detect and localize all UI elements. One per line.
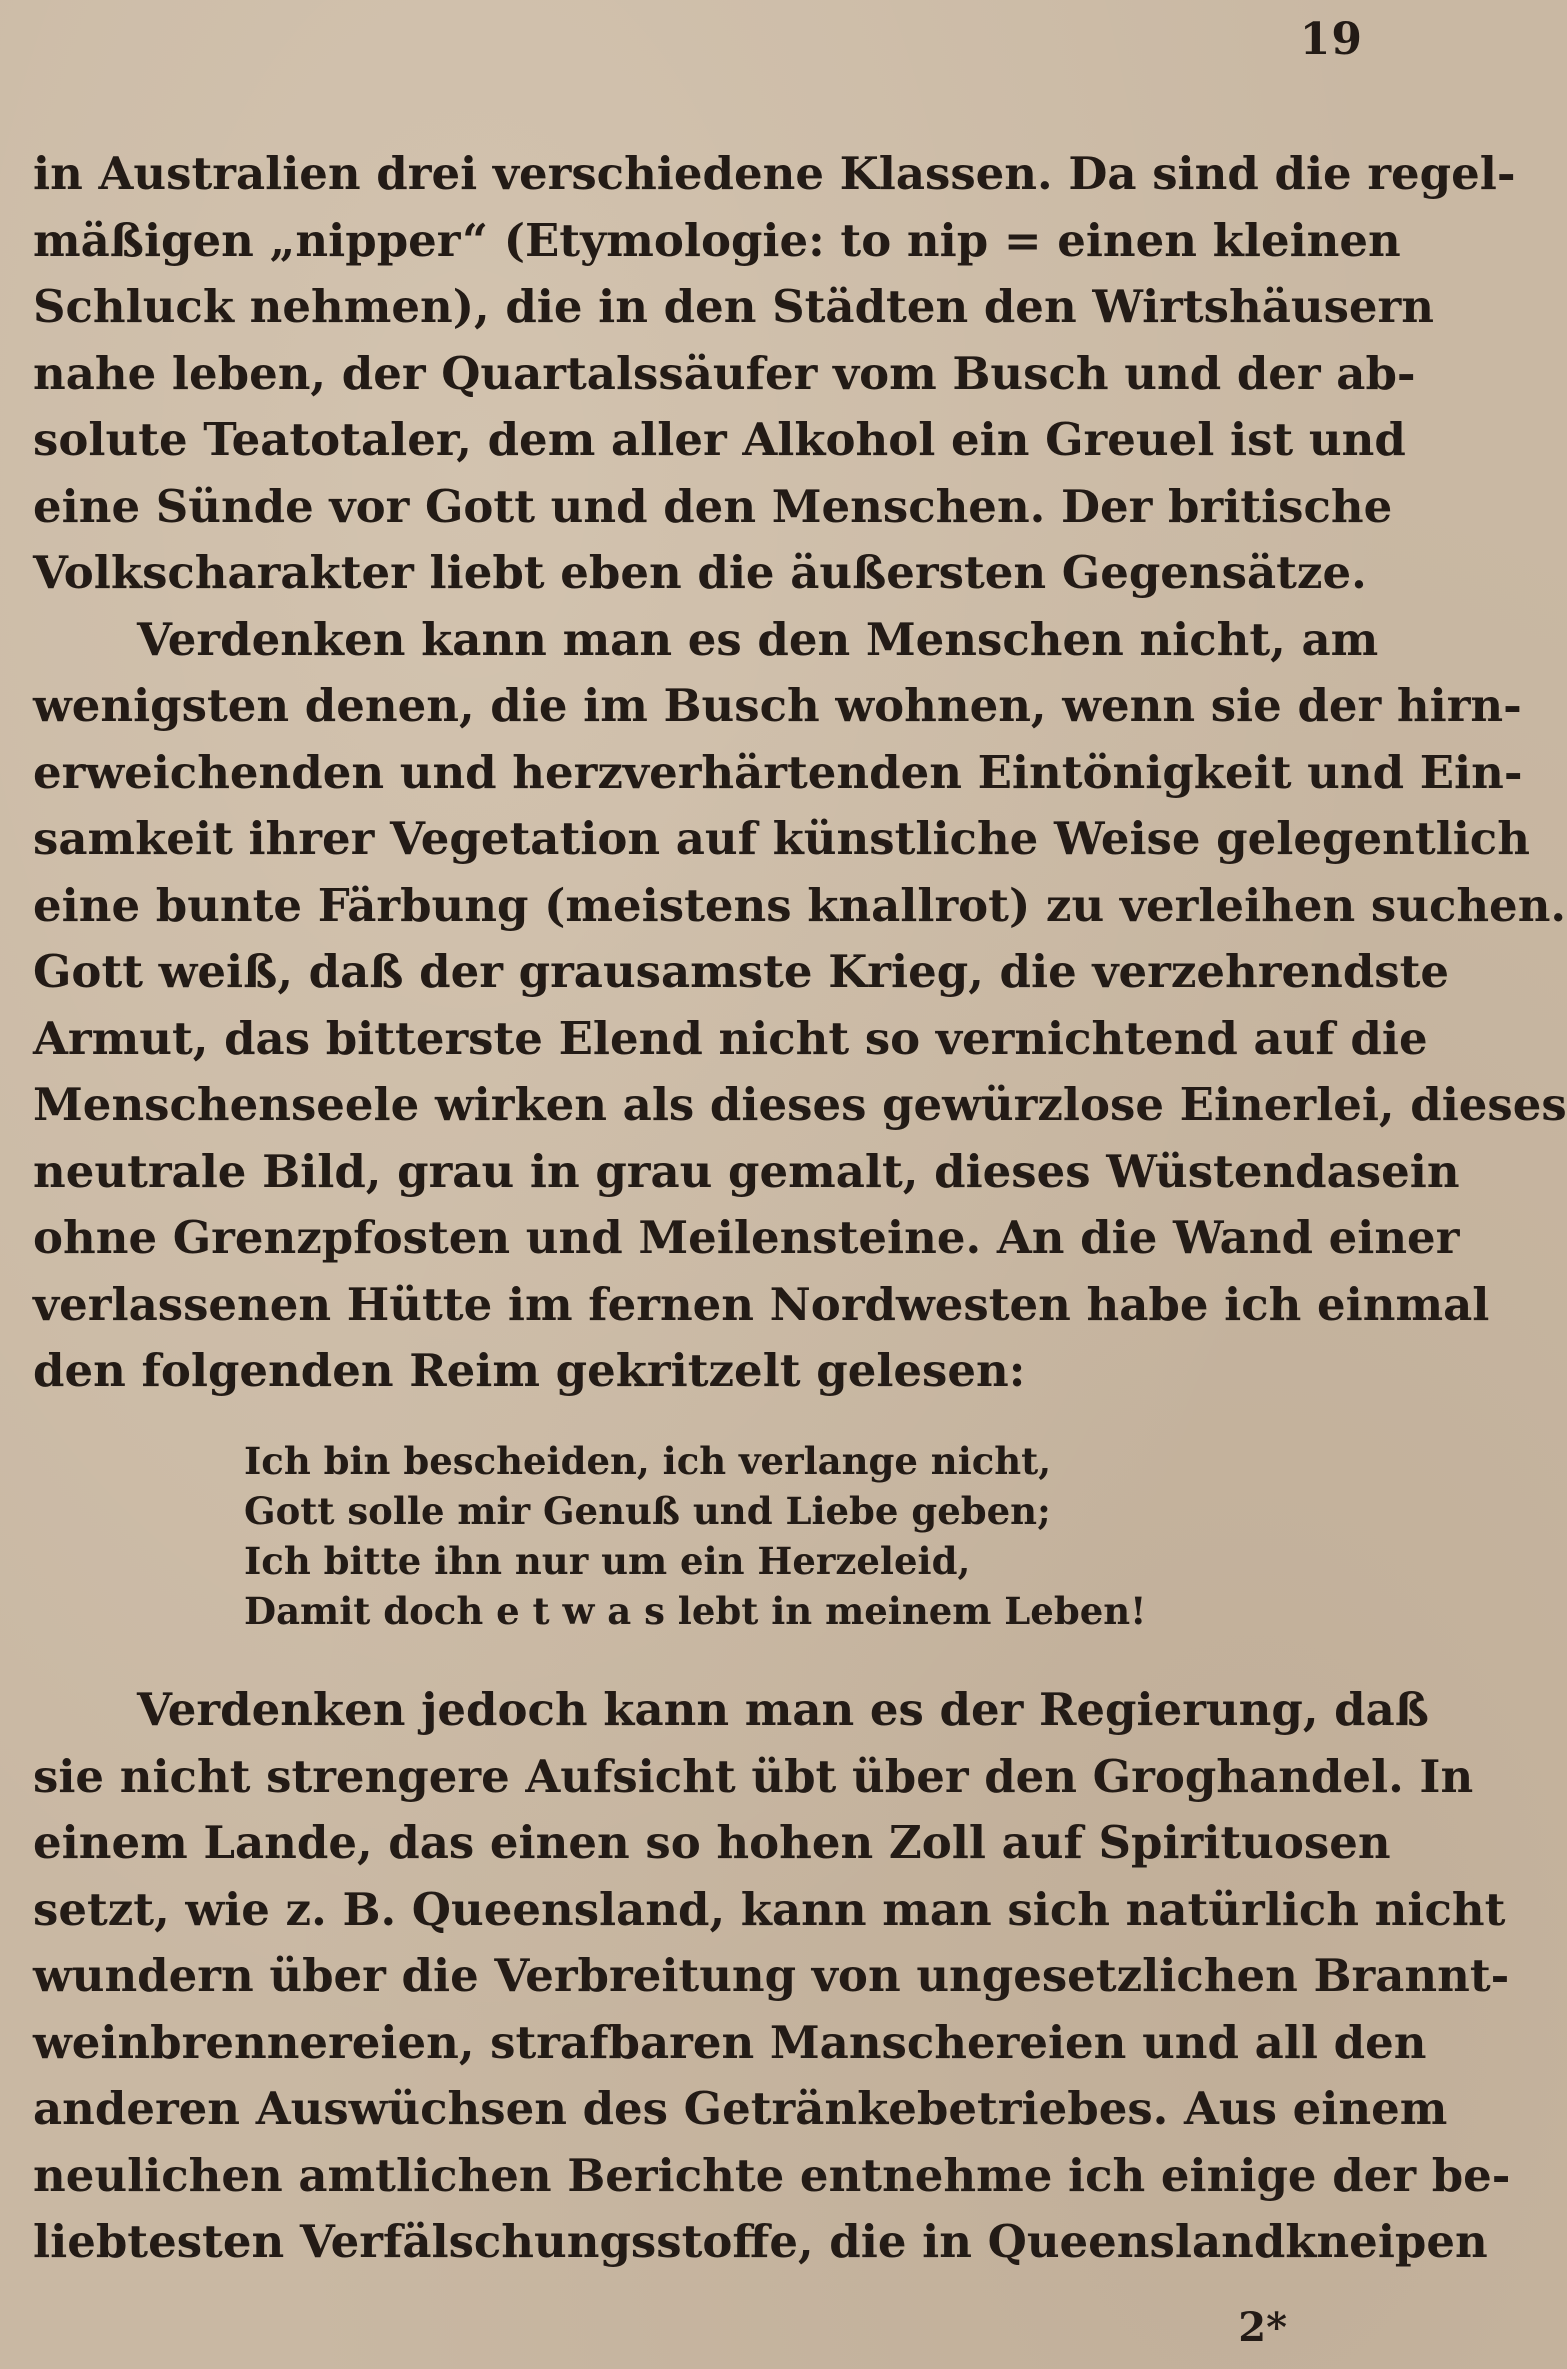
text-line: in Australien drei verschiedene Klassen. Da sind die regel- [33,147,1516,200]
poem-line: Ich bin bescheiden, ich verlange nicht, [244,1439,1052,1483]
poem-line: Ich bitte ihn nur um ein Herzeleid, [244,1539,971,1583]
text-line: ohne Grenzpfosten und Meilensteine. An die Wand einer [33,1211,1460,1264]
text-line: sie nicht strengere Aufsicht übt über den Groghandel. In [33,1749,1474,1803]
text-line: Menschenseele wirken als dieses gewürzlose Einerlei, dieses [33,1078,1567,1131]
text-line: Verdenken jedoch kann man es der Regierung, daß [137,1683,1429,1736]
text-line: den folgenden Reim gekritzelt gelesen: [33,1344,1026,1397]
text-line: anderen Auswüchsen des Getränkebetriebes. Aus einem [33,2082,1448,2135]
text-line: einem Lande, das einen so hohen Zoll auf Spirituosen [33,1816,1391,1869]
text-line: neulichen amtlichen Berichte entnehme ich einige der be- [33,2148,1511,2202]
text-line: Armut, das bitterste Elend nicht so vernichtend auf die [33,1011,1428,1065]
text-line: weinbrennereien, strafbaren Manschereien und all den [33,2015,1427,2069]
text-line: mäßigen „nipper“ (Etymologie: to nip = einen kleinen [33,213,1401,267]
text-line: verlassenen Hütte im fernen Nordwesten habe ich einmal [33,1277,1490,1331]
text-line: wenigsten denen, die im Busch wohnen, wenn sie der hirn- [33,679,1522,732]
text-line: solute Teatotaler, dem aller Alkohol ein Greuel ist und [33,413,1406,466]
paragraph-continued [33,141,1567,1405]
poem-line: Gott solle mir Genuß und Liebe geben; [244,1489,1051,1533]
text-line: nahe leben, der Quartalssäufer vom Busch und der ab- [33,346,1416,400]
text-line: eine Sünde vor Gott und den Menschen. Der britische [33,479,1393,533]
paragraph-regierung [33,1677,1511,2276]
text-line: wundern über die Verbreitung von ungesetzlichen Brannt- [33,1949,1510,2002]
poem-line: Damit doch e t w a s lebt in meinem Leben! [244,1589,1147,1633]
text-line: erweichenden und herzverhärtenden Eintönigkeit und Ein- [33,745,1523,799]
page-number: 19 [1299,14,1363,65]
text-line: Volkscharakter liebt eben die äußersten Gegensätze. [33,546,1367,599]
text-line: Gott weiß, daß der grausamste Krieg, die verzehrendste [33,945,1450,998]
text-line: setzt, wie z. B. Queensland, kann man sich natürlich nicht [33,1882,1506,1936]
text-line: Schluck nehmen), die in den Städten den Wirtshäusern [33,280,1434,333]
poem-quote [244,1436,1147,1636]
text-line: liebtesten Verfälschungsstoffe, die in Queenslandkneipen [33,2215,1488,2268]
signature-mark: 2* [1238,2304,1287,2351]
text-line: eine bunte Färbung (meistens knallrot) zu verleihen suchen. [33,878,1567,932]
text-line: Verdenken kann man es den Menschen nicht, am [137,612,1379,666]
text-line: samkeit ihrer Vegetation auf künstliche Weise gelegentlich [33,812,1530,865]
text-line: neutrale Bild, grau in grau gemalt, dieses Wüstendasein [33,1144,1460,1198]
